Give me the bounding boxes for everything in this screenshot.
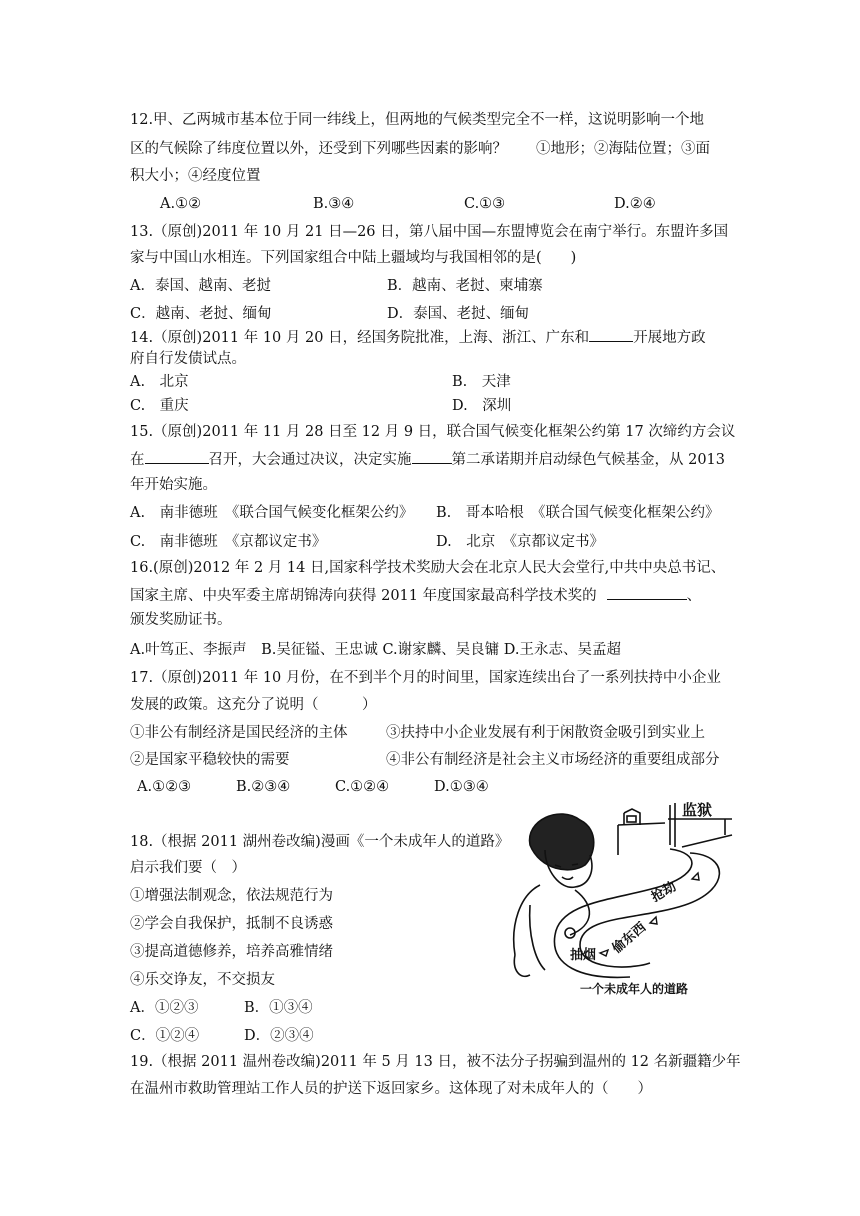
q13-option-d: D．泰国、老挝、缅甸 bbox=[387, 306, 530, 322]
q14-option-c: C. 重庆 bbox=[130, 398, 189, 414]
q13-option-c: C．越南、老挝、缅甸 bbox=[130, 306, 272, 322]
q15-blank-1 bbox=[145, 449, 209, 464]
q18-item-4: ④乐交诤友，不交损友 bbox=[130, 972, 275, 988]
q17-option-b: B.②③④ bbox=[236, 779, 291, 795]
q16-blank bbox=[607, 585, 687, 600]
q15-option-b: B. 哥本哈根 《联合国气候变化框架公约》 bbox=[436, 505, 720, 521]
q18-item-1: ①增强法制观念，依法规范行为 bbox=[130, 888, 333, 904]
q17-statement-3: ③扶持中小企业发展有利于闲散资金吸引到实业上 bbox=[386, 725, 705, 741]
q16-line-2 bbox=[130, 585, 701, 606]
q12-option-b: B.③④ bbox=[313, 196, 355, 212]
q18-line-1: 18.（根据 2011 湖州卷改编)漫画《一个未成年人的道路》 bbox=[130, 834, 510, 850]
q19-line-2: 在温州市救助管理站工作人员的护送下返回家乡。这体现了对未成年人的（ ） bbox=[130, 1081, 652, 1097]
q15-option-a: A. 南非德班 《联合国气候变化框架公约》 bbox=[130, 505, 414, 521]
q12-line-3: 积大小；④经度位置 bbox=[130, 168, 261, 184]
cartoon-juvenile-road bbox=[500, 795, 738, 1000]
q18-option-c: C．①②④ bbox=[130, 1028, 200, 1044]
q12-line-2: 区的气候除了纬度位置以外，还受到下列哪些因素的影响？ ①地形；②海陆位置；③面 bbox=[130, 141, 710, 157]
q18-option-a: A．①②③ bbox=[130, 1000, 199, 1016]
cartoon-caption: 一个未成年人的道路 bbox=[580, 982, 689, 996]
q15-line-2-c: 第二承诺期并启动绿色气候基金，从 2013 bbox=[451, 452, 726, 468]
q14-option-a: A. 北京 bbox=[130, 374, 189, 390]
q16-line-1: 16.(原创)2012 年 2 月 14 日,国家科学技术奖励大会在北京人民大会堂行,中共中央总书记、 bbox=[130, 560, 726, 576]
q14-option-d: D. 深圳 bbox=[452, 398, 512, 414]
q13-option-a: A．泰国、越南、老挝 bbox=[130, 278, 271, 294]
prison-sign: 监狱 bbox=[682, 801, 713, 819]
q13-option-b: B．越南、老挝、柬埔寨 bbox=[387, 278, 543, 294]
q14-line-1-b: 开展地方政 bbox=[633, 330, 706, 346]
q16-options: A.叶笃正、李振声 B.吴征镒、王忠诚 C.谢家麟、吴良镛 D.王永志、吴孟超 bbox=[130, 642, 621, 658]
q18-item-3: ③提高道德修养，培养高雅情绪 bbox=[130, 944, 333, 960]
q16-line-2-a: 国家主席、中央军委主席胡锦涛向获得 2011 年度国家最高科学技术奖的 bbox=[130, 588, 597, 604]
q17-option-d: D.①③④ bbox=[434, 779, 489, 795]
q13-line-1: 13.（原创)2011 年 10 月 21 日—26 日，第八届中国—东盟博览会在南宁举行。东盟许多国 bbox=[130, 224, 729, 240]
q18-option-b: B．①③④ bbox=[244, 1000, 313, 1016]
q14-line-1 bbox=[130, 327, 706, 348]
q15-line-3: 年开始实施。 bbox=[130, 477, 217, 493]
q18-option-d: D．②③④ bbox=[244, 1028, 314, 1044]
q14-line-1-a: 14.（原创)2011 年 10 月 20 日，经国务院批准，上海、浙江、广东和 bbox=[130, 330, 590, 346]
q15-blank-2 bbox=[412, 449, 452, 464]
q17-option-a: A.①②③ bbox=[137, 779, 192, 795]
q16-line-2-b: 、 bbox=[686, 588, 702, 604]
q17-option-c: C.①②④ bbox=[335, 779, 390, 795]
q16-line-3: 颁发奖励证书。 bbox=[130, 612, 232, 628]
q15-line-2 bbox=[130, 449, 725, 470]
road-word-stealing: 偷东西 bbox=[609, 919, 650, 957]
q15-line-1: 15.（原创)2011 年 11 月 28 日至 12 月 9 日，联合国气候变化框架公约第 17 次缔约方会议 bbox=[130, 424, 736, 440]
q17-line-2: 发展的政策。这充分了说明（ ） bbox=[130, 697, 377, 713]
q18-item-2: ②学会自我保护，抵制不良诱惑 bbox=[130, 916, 333, 932]
q15-line-2-b: 召开，大会通过决议，决定实施 bbox=[208, 452, 412, 468]
prison-building-icon bbox=[618, 803, 732, 855]
q18-line-2: 启示我们要（ ） bbox=[130, 860, 246, 876]
q12-option-a: A.①② bbox=[160, 196, 202, 212]
q15-line-2-a: 在 bbox=[130, 452, 145, 468]
q14-option-b: B. 天津 bbox=[452, 374, 511, 390]
q14-blank bbox=[589, 327, 633, 342]
q17-statement-4: ④非公有制经济是社会主义市场经济的重要组成部分 bbox=[386, 752, 720, 768]
q12-option-c: C.①③ bbox=[464, 196, 506, 212]
q15-option-c: C. 南非德班 《京都议定书》 bbox=[130, 534, 327, 550]
q17-line-1: 17.（原创)2011 年 10 月份，在不到半个月的时间里，国家连续出台了一系列扶持中小企业 bbox=[130, 670, 721, 686]
q17-statement-2: ②是国家平稳较快的需要 bbox=[130, 752, 290, 768]
q19-line-1: 19.（根据 2011 温州卷改编)2011 年 5 月 13 日，被不法分子拐骗到温州的 12 名新疆籍少年 bbox=[130, 1054, 741, 1070]
q12-line-1: 12.甲、乙两城市基本位于同一纬线上，但两地的气候类型完全不一样，这说明影响一个地 bbox=[130, 112, 705, 128]
q14-line-2: 府自行发债试点。 bbox=[130, 351, 246, 367]
q13-line-2: 家与中国山水相连。下列国家组合中陆上疆域均与我国相邻的是( ) bbox=[130, 250, 577, 266]
q12-option-d: D.②④ bbox=[614, 196, 656, 212]
road-word-robbery: 抢劫 bbox=[649, 879, 680, 906]
road-word-smoking: 抽烟 bbox=[570, 948, 597, 963]
q15-option-d: D. 北京 《京都议定书》 bbox=[436, 534, 604, 550]
q17-statement-1: ①非公有制经济是国民经济的主体 bbox=[130, 725, 348, 741]
